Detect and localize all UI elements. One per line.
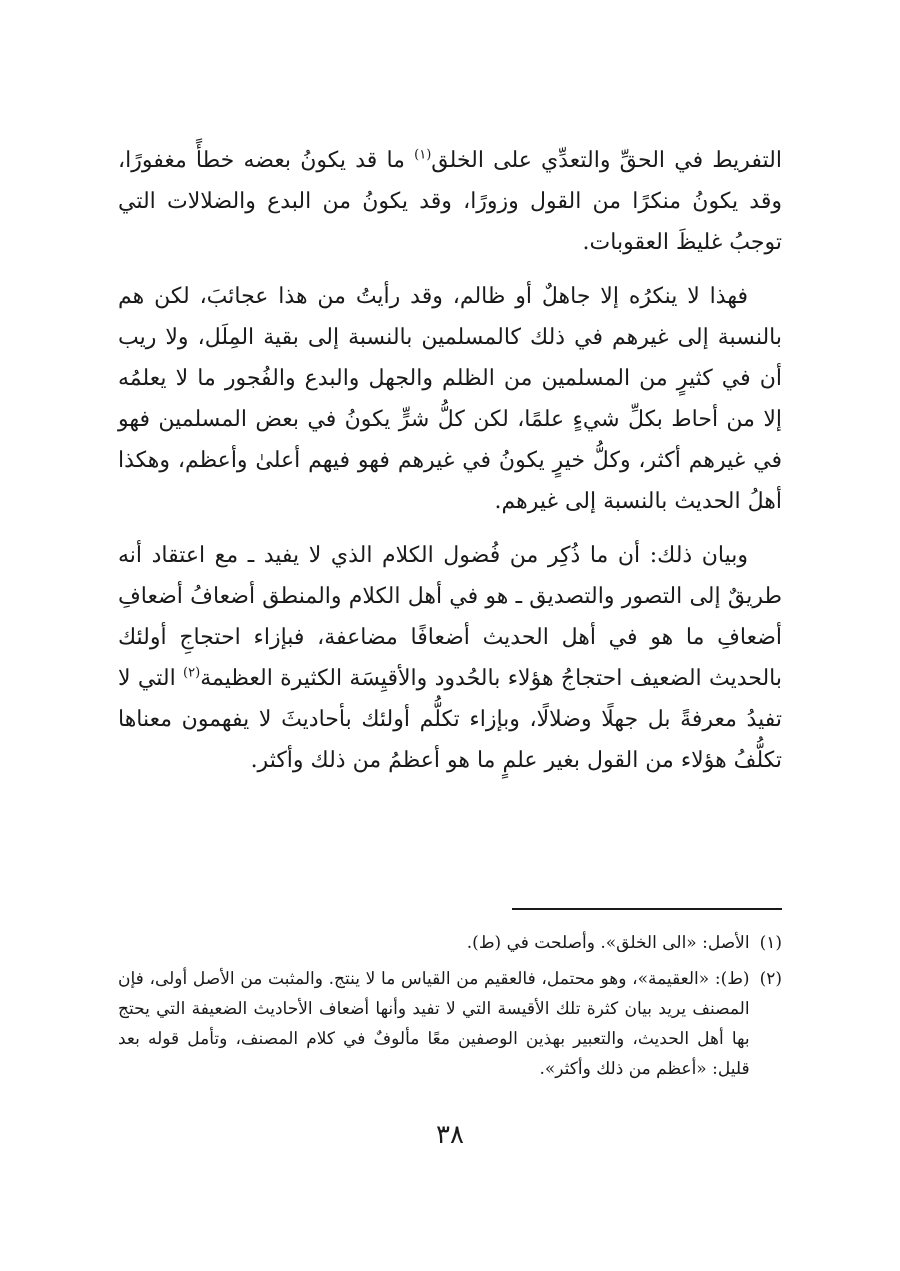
footnote-reference-1[interactable]: (١) bbox=[414, 147, 432, 163]
footnote-reference-2[interactable]: (٢) bbox=[183, 665, 201, 681]
paragraph-1-text-a: التفريط في الحقِّ والتعدِّي على الخلق bbox=[431, 148, 782, 173]
footnote-text: الأصل: «الى الخلق». وأصلحت في (ط). bbox=[466, 933, 750, 953]
footnote-separator bbox=[512, 908, 782, 910]
paragraph-3 bbox=[118, 535, 782, 781]
footnote-2 bbox=[118, 964, 782, 1084]
paragraph-2: فهذا لا ينكرُه إلا جاهلٌ أو ظالم، وقد رأيتُ من هذا عجائبَ، لكن هم بالنسبة إلى غيرهم في ذلك كالمسلمين بالنسبة إلى بقية المِلَل، ولا ريب أن في كثيرٍ من المسلمين من الظلم والجهل والبدع والفُجور ما لا يعلمُه إلا من أحاط بكلِّ شيءٍ علمًا، لكن كلُّ شرٍّ يكونُ في بعض المسلمين فهو في غيرهم أكثر، وكلُّ خيرٍ يكونُ في غيرهم فهو فيهم أعلىٰ وأعظم، وهكذا أهلُ الحديث بالنسبة إلى غيرهم. bbox=[118, 284, 782, 514]
page-number: ٣٨ bbox=[436, 1120, 464, 1150]
footnote-text: (ط): «العقيمة»، وهو محتمل، فالعقيم من القياس ما لا ينتج. والمثبت من الأصل أولى، فإن المصنف يريد بيان كثرة تلك الأقيسة التي لا تفيد وأنها أضعاف الأحاديث الضعيفة التي يحتج بها أهل الحديث، والتعبير بهذين الوصفين معًا مألوفٌ في كلام المصنف، وتأمل قوله بعد قليل: «أعظم من ذلك وأكثر». bbox=[118, 969, 750, 1079]
paragraph-3-text-b: التي لا تفيدُ معرفةً بل جهلًا وضلالًا، وبإزاء تكلُّم أولئك بأحاديثَ لا يفهمون معناها تكلُّفُ هؤلاء من القول بغير علمٍ ما هو أعظمُ من ذلك وأكثر. bbox=[118, 666, 782, 773]
footnote-number: (١) bbox=[759, 933, 782, 953]
footnote-number: (٢) bbox=[759, 969, 782, 989]
paragraph-1-text-b: ما قد يكونُ بعضه خطأً مغفورًا، وقد يكونُ منكرًا من القول وزورًا، وقد يكونُ من البدع والضلالات التي توجبُ غليظَ العقوبات. bbox=[118, 148, 782, 255]
footnote-1 bbox=[118, 928, 782, 958]
paragraph-1 bbox=[118, 140, 782, 263]
main-text bbox=[118, 140, 782, 794]
footnotes bbox=[118, 928, 782, 1090]
paragraph-3-text-a: وبيان ذلك: أن ما ذُكِر من فُضول الكلام الذي لا يفيد ـ مع اعتقاد أنه طريقٌ إلى التصور والتصديق ـ هو في أهل الكلام والمنطق أضعافُ أضعافِ أضعافِ ما هو في أهل الحديث أضعافًا مضاعفة، فبإزاء احتجاجِ أولئك بالحديث الضعيف احتجاجُ هؤلاء بالحُدود والأقيِسَة الكثيرة العظيمة bbox=[118, 543, 782, 691]
